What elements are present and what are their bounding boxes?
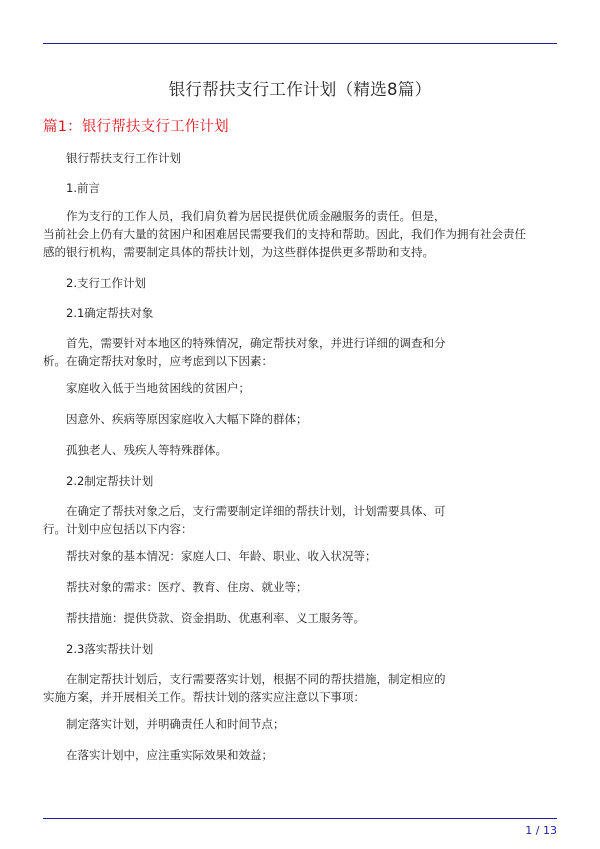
- paragraph: [43, 149, 563, 167]
- paragraph-line: 制定落实计划，并明确责任人和时间节点；: [66, 717, 285, 731]
- paragraph: [43, 746, 563, 764]
- paragraph-line: 银行帮扶支行工作计划: [66, 151, 181, 165]
- paragraph: [43, 578, 563, 596]
- paragraph: [43, 410, 563, 428]
- paragraph-line: 2.2制定帮扶计划: [66, 474, 154, 488]
- paragraph-line: 在确定了帮扶对象之后，支行需要制定详细的帮扶计划，计划需要具体、可: [66, 504, 446, 518]
- paragraph: [43, 379, 563, 397]
- paragraph-line: 2.3落实帮扶计划: [66, 642, 154, 656]
- paragraph: [43, 715, 563, 733]
- paragraph: [43, 502, 563, 538]
- paragraph-line: 当前社会上仍有大量的贫困户和困难居民需要我们的支持和帮助。因此，我们作为拥有社会责任: [43, 227, 526, 241]
- paragraph-line: 帮扶对象的需求：医疗、教育、住房、就业等；: [66, 580, 308, 594]
- paragraph: [43, 441, 563, 459]
- paragraph-line: 孤独老人、残疾人等特殊群体。: [66, 443, 227, 457]
- paragraph-line: 作为支行的工作人员，我们肩负着为居民提供优质金融服务的责任。但是，: [66, 209, 446, 223]
- paragraph-line: 感的银行机构，需要制定具体的帮扶计划，为这些群体提供更多帮助和支持。: [43, 245, 434, 259]
- paragraph-line: 实施方案，并开展相关工作。帮扶计划的落实应注意以下事项：: [43, 690, 365, 704]
- document-title: 银行帮扶支行工作计划（精选8篇）: [168, 80, 432, 99]
- paragraph-line: 1.前言: [66, 181, 100, 195]
- paragraph-line: 因意外、疾病等原因家庭收入大幅下降的群体；: [66, 412, 308, 426]
- footer-rule: [43, 818, 557, 819]
- paragraph-line: 在落实计划中，应注重实际效果和效益；: [66, 748, 273, 762]
- paragraph-line: 首先，需要针对本地区的特殊情况，确定帮扶对象，并进行详细的调查和分: [66, 336, 446, 350]
- header-rule: [43, 43, 557, 44]
- paragraph-line: 2.1确定帮扶对象: [66, 306, 154, 320]
- paragraph: [43, 547, 563, 565]
- paragraph-line: 在制定帮扶计划后，支行需要落实计划，根据不同的帮扶措施，制定相应的: [66, 672, 446, 686]
- paragraph: [43, 670, 563, 706]
- paragraph: [43, 179, 563, 197]
- paragraph-line: 家庭收入低于当地贫困线的贫困户；: [66, 381, 250, 395]
- paragraph-line: 行。计划中应包括以下内容：: [43, 522, 193, 536]
- paragraph: [43, 207, 563, 261]
- paragraph: [43, 274, 563, 292]
- paragraph: [43, 304, 563, 322]
- page-number: 1 / 13: [525, 824, 557, 837]
- paragraph-line: 析。在确定帮扶对象时，应考虑到以下因素：: [43, 354, 273, 368]
- section-heading: 篇1：银行帮扶支行工作计划: [43, 119, 229, 135]
- paragraph: [43, 334, 563, 370]
- paragraph: [43, 472, 563, 490]
- paragraph-line: 帮扶对象的基本情况：家庭人口、年龄、职业、收入状况等；: [66, 549, 377, 563]
- paragraph: [43, 640, 563, 658]
- paragraph-line: 帮扶措施：提供贷款、资金捐助、优惠利率、义工服务等。: [66, 611, 365, 625]
- paragraph: [43, 609, 563, 627]
- paragraph-line: 2.支行工作计划: [66, 276, 146, 290]
